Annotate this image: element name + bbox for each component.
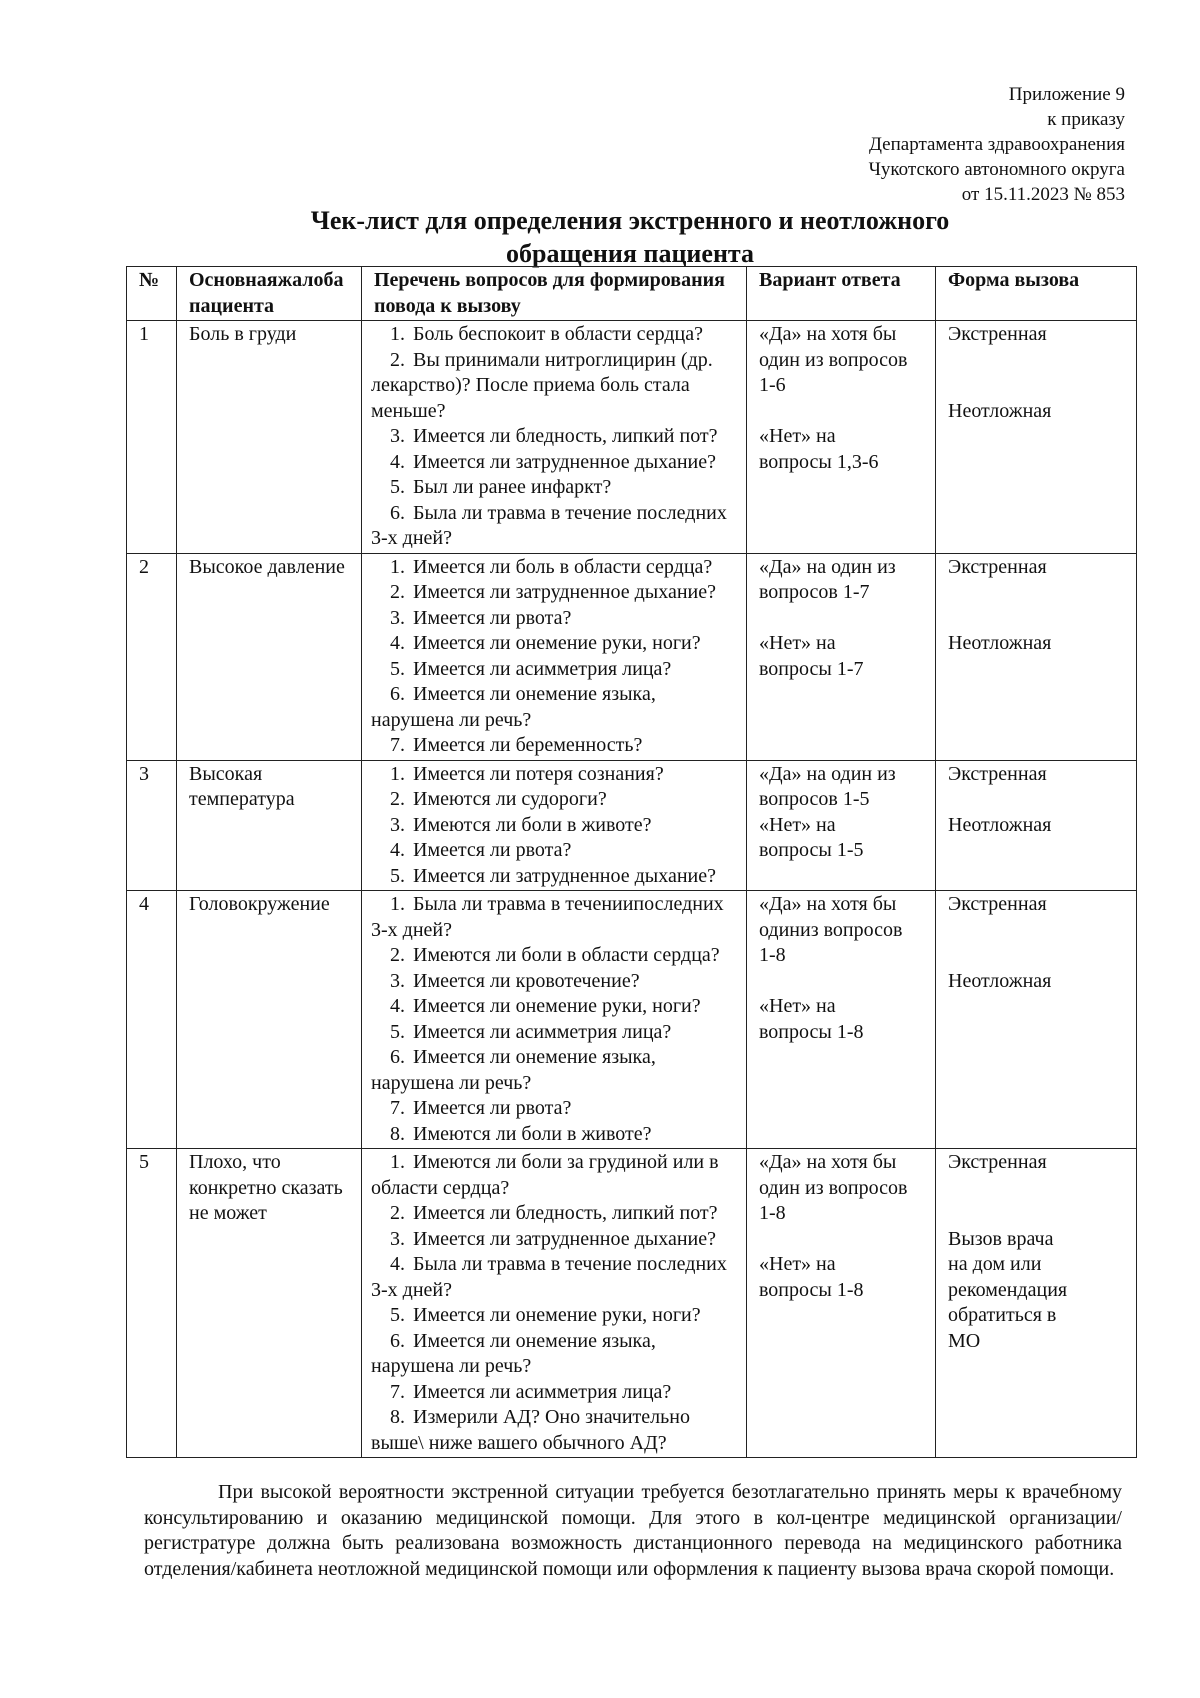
answer-line: 1-6 [759,374,786,396]
question-number: 2. [390,788,405,810]
question-text: Имеется ли онемение языка, [413,683,656,705]
question-line [371,943,740,969]
form-line: Экстренная [948,1151,1047,1173]
question-text: Был ли ранее инфаркт? [413,476,612,498]
question-text: Имеется ли онемение руки, ноги? [413,632,701,654]
answer-line: «Нет» на [759,425,836,447]
question-text: Имеются ли боли в животе? [413,1122,652,1145]
question-number: 8. [390,1406,405,1428]
form-line [948,943,1131,969]
form-line [948,918,1131,944]
question-number: 5. [390,1304,405,1326]
question-text: нарушена ли речь? [371,1071,532,1094]
question-text: нарушена ли речь? [371,1355,532,1377]
question-line [371,526,740,552]
question-line [371,838,740,864]
question-line [371,1278,740,1304]
row-number: 4 [127,891,177,1149]
title-line-2: обращения пациента [505,239,755,268]
form-cell [936,1149,1137,1458]
question-text: Была ли травма в течение последних [413,1253,727,1275]
answer-line: «Да» на один из [759,555,896,578]
form-line: Экстренная [948,323,1047,345]
checklist-table [126,266,1137,1458]
answer-line [759,1227,930,1253]
question-line [371,657,740,683]
question-text: Имеется ли беременность? [413,734,643,756]
question-number: 7. [390,1380,405,1403]
question-text: лекарство)? После приема боль стала [371,374,690,396]
table-row [127,760,1137,891]
question-text: области сердца? [371,1176,510,1199]
form-line: Неотложная [948,813,1052,836]
form-line: Неотложная [948,969,1052,992]
questions-cell [362,1149,747,1458]
header-form: Форма вызова [936,267,1137,321]
answer-cell [747,321,936,554]
header-line: Департамента здравоохранения [868,134,1125,155]
question-text: 3-х дней? [371,918,452,941]
question-line [371,399,740,425]
question-text: Имеется ли онемение языка, [413,1329,656,1352]
question-text: Боль беспокоит в области сердца? [413,323,703,345]
question-text: Имеется ли бледность, липкий пот? [413,1202,718,1224]
form-line [948,373,1131,399]
form-cell [936,760,1137,891]
form-line: МО [948,1329,981,1352]
question-line [371,348,740,374]
question-text: 3-х дней? [371,527,452,549]
question-line [371,682,740,708]
question-line [371,580,740,606]
question-line [371,1201,740,1227]
document-header [869,82,1125,207]
header-complaint: Основнаяжалоба пациента [177,267,362,321]
answer-line: вопросы 1,3-6 [759,450,879,473]
answer-line: вопросов 1-7 [759,581,870,603]
question-line [371,501,740,527]
complaint-cell: Боль в груди [177,321,362,554]
question-number: 2. [390,1202,405,1224]
answer-line [759,969,930,995]
question-number: 8. [390,1122,405,1145]
complaint-cell: Высокое давление [177,553,362,760]
question-line [371,813,740,839]
form-line: Неотложная [948,632,1052,654]
question-number: 1. [390,893,405,915]
question-line [371,1405,740,1431]
table-body [127,321,1137,1458]
question-number: 3. [390,969,405,992]
question-number: 5. [390,864,405,887]
form-cell [936,553,1137,760]
question-number: 6. [390,1046,405,1068]
question-text: Имеется ли боль в области сердца? [413,555,713,578]
question-line [371,606,740,632]
question-line [371,1227,740,1253]
question-line [371,631,740,657]
question-text: Имеются ли судороги? [413,788,607,810]
question-number: 6. [390,1329,405,1352]
answer-line: «Да» на хотя бы [759,323,897,345]
question-line [371,373,740,399]
header-answer: Вариант ответа [747,267,936,321]
question-text: 3-х дней? [371,1278,452,1301]
answer-line: вопросы 1-8 [759,1020,864,1043]
table-row [127,1149,1137,1458]
question-number: 4. [390,839,405,861]
question-line [371,1150,740,1176]
document-title [125,204,1135,270]
header-line: Приложение 9 [1008,84,1125,105]
question-line [371,1045,740,1071]
question-text: Имеется ли рвота? [413,839,572,861]
header-questions: Перечень вопросов для формирования повода к вызову [362,267,747,321]
question-number: 3. [390,1227,405,1250]
question-line [371,1122,740,1148]
header-line: Чукотского автономного округа [868,159,1125,180]
form-line: рекомендация [948,1278,1068,1301]
question-line [371,918,740,944]
question-line [371,708,740,734]
question-line [371,787,740,813]
question-line [371,1252,740,1278]
question-text: Имеется ли онемение руки, ноги? [413,995,701,1017]
answer-line: «Нет» на [759,813,836,836]
question-line [371,424,740,450]
question-line [371,1303,740,1329]
form-line [948,348,1131,374]
answer-line: один из вопросов [759,348,908,371]
question-number: 3. [390,606,405,629]
row-number: 5 [127,1149,177,1458]
answer-line: вопросы 1-7 [759,657,864,680]
header-line: от 15.11.2023 № 853 [961,184,1125,205]
form-cell [936,321,1137,554]
answer-line: 1-8 [759,1202,786,1224]
row-number: 2 [127,553,177,760]
form-line: Экстренная [948,762,1047,785]
question-line [371,1096,740,1122]
form-line: обратиться в [948,1304,1057,1326]
question-text: нарушена ли речь? [371,708,532,731]
question-line [371,1329,740,1355]
question-number: 4. [390,632,405,654]
question-line [371,864,740,890]
question-text: Имеется ли кровотечение? [413,969,640,992]
table-row [127,321,1137,554]
table-row [127,553,1137,760]
question-text: Имеется ли рвота? [413,606,572,629]
form-line [948,580,1131,606]
answer-line [759,399,930,425]
question-line [371,969,740,995]
question-line [371,475,740,501]
question-text: Имеется ли асимметрия лица? [413,1020,672,1043]
header-num: № [127,267,177,321]
footer-paragraph: При высокой вероятности экстренной ситуации требуется безотлагательно принять меры к врачебному консультированию и оказанию медицинской помощи. Для этого в кол-центре медицинской организации/регистратуре должна быть реализована возможность дистанционного перевода на медицинского работника отделения/кабинета неотложной медицинской помощи или оформления к пациенту вызова врача скорой помощи. [144,1481,1122,1580]
question-number: 4. [390,1253,405,1275]
form-cell [936,891,1137,1149]
answer-line: вопросы 1-5 [759,839,864,861]
question-text: Имеется ли затрудненное дыхание? [413,581,716,603]
answer-cell [747,1149,936,1458]
question-number: 1. [390,762,405,785]
question-text: Имеется ли асимметрия лица? [413,1380,672,1403]
question-number: 3. [390,813,405,836]
question-text: Имеется ли потеря сознания? [413,762,664,785]
question-number: 5. [390,1020,405,1043]
form-line [948,1201,1131,1227]
row-number: 3 [127,760,177,891]
question-number: 4. [390,450,405,473]
question-line [371,892,740,918]
answer-cell [747,760,936,891]
complaint-cell: Высокая температура [177,760,362,891]
answer-line: одиниз вопросов [759,918,903,941]
questions-cell [362,321,747,554]
question-line [371,450,740,476]
question-line [371,1431,740,1457]
form-line: Экстренная [948,555,1047,578]
question-number: 1. [390,555,405,578]
question-text: Имеется ли рвота? [413,1097,572,1119]
complaint-cell: Головокружение [177,891,362,1149]
form-line: Вызов врача [948,1227,1054,1250]
question-text: Имеются ли боли за грудиной или в [413,1151,719,1173]
question-number: 4. [390,995,405,1017]
question-number: 2. [390,348,405,371]
questions-cell [362,553,747,760]
question-text: Измерили АД? Оно значительно [413,1406,690,1428]
question-text: Имеется ли затрудненное дыхание? [413,450,716,473]
question-text: Была ли травма в течение последних [413,501,727,524]
question-number: 7. [390,734,405,756]
questions-cell [362,891,747,1149]
question-text: выше\ ниже вашего обычного АД? [371,1431,667,1454]
question-line [371,1354,740,1380]
answer-line: вопросы 1-8 [759,1278,864,1301]
form-line [948,1176,1131,1202]
answer-line: «Да» на один из [759,762,896,785]
question-text: Имеется ли бледность, липкий пот? [413,425,718,447]
question-number: 5. [390,657,405,680]
question-text: Была ли травма в течениипоследних [413,893,724,915]
answer-line: 1-8 [759,944,786,966]
answer-line: один из вопросов [759,1176,908,1199]
question-line [371,555,740,581]
question-text: Имеются ли боли в области сердца? [413,944,720,966]
question-text: Имеется ли онемение языка, [413,1046,656,1068]
question-line [371,1071,740,1097]
answer-line: «Нет» на [759,632,836,654]
question-line [371,1176,740,1202]
question-number: 1. [390,323,405,345]
question-line [371,994,740,1020]
answer-line: «Нет» на [759,995,836,1017]
form-line: Экстренная [948,893,1047,915]
question-text: Имеется ли онемение руки, ноги? [413,1304,701,1326]
answer-cell [747,553,936,760]
header-line: к приказу [1047,109,1125,130]
question-number: 2. [390,944,405,966]
question-text: Имеется ли затрудненное дыхание? [413,1227,716,1250]
answer-line [759,606,930,632]
questions-cell [362,760,747,891]
question-text: меньше? [371,399,446,422]
form-line [948,787,1131,813]
question-number: 1. [390,1151,405,1173]
form-line: на дом или [948,1253,1042,1275]
question-text: Имеется ли асимметрия лица? [413,657,672,680]
title-line-1: Чек-лист для определения экстренного и неотложного [310,206,950,235]
answer-line: «Да» на хотя бы [759,1151,897,1173]
question-line [371,762,740,788]
form-line [948,606,1131,632]
question-line [371,322,740,348]
question-text: Вы принимали нитроглицирин (др. [413,348,713,371]
form-line: Неотложная [948,399,1052,422]
question-number: 6. [390,501,405,524]
question-line [371,1380,740,1406]
table-row [127,891,1137,1149]
answer-cell [747,891,936,1149]
question-number: 7. [390,1097,405,1119]
question-number: 6. [390,683,405,705]
question-line [371,733,740,759]
question-text: Имеется ли затрудненное дыхание? [413,864,716,887]
question-line [371,1020,740,1046]
table-header-row [127,267,1137,321]
complaint-cell: Плохо, что конкретно сказать не может [177,1149,362,1458]
question-number: 3. [390,425,405,447]
question-number: 5. [390,476,405,498]
answer-line: вопросов 1-5 [759,788,870,810]
question-text: Имеются ли боли в животе? [413,813,652,836]
answer-line: «Да» на хотя бы [759,893,897,915]
question-number: 2. [390,581,405,603]
row-number: 1 [127,321,177,554]
answer-line: «Нет» на [759,1253,836,1275]
